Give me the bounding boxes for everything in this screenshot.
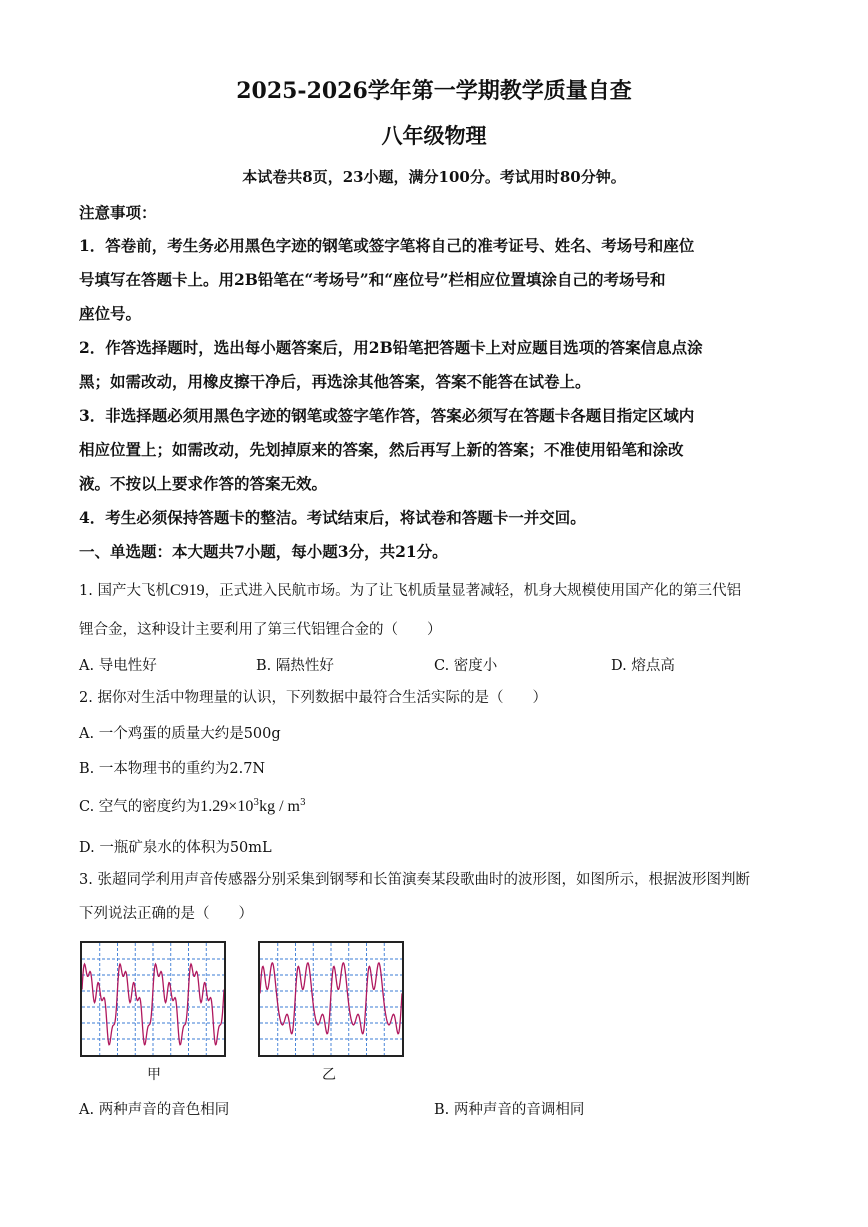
waveform-left-svg	[82, 943, 224, 1055]
exam-subtitle: 八年级物理	[381, 123, 487, 148]
q2-option-a: A. 一个鸡蛋的质量大约是500g	[79, 726, 281, 742]
exam-title: 2025-2026学年第一学期教学质量自查	[236, 78, 632, 104]
q3-option-a: A. 两种声音的音色相同	[79, 1102, 230, 1118]
q3-option-b: B. 两种声音的音调相同	[434, 1102, 585, 1118]
q2-option-c-unit-exp: 3	[299, 798, 306, 809]
q1-line-2: 锂合金，这种设计主要利用了第三代铝锂合金的（ ）	[79, 622, 442, 638]
note-1-line-1: 1．答卷前，考生务必用黑色字迹的钢笔或签字笔将自己的准考证号、姓名、考场号和座位	[79, 236, 695, 255]
q3-line-1: 3. 张超同学利用声音传感器分别采集到钢琴和长笛演奏某段歌曲时的波形图，如图所示，根据波形图判断	[79, 872, 750, 888]
note-1-line-2: 号填写在答题卡上。用2B铅笔在“考场号”和“座位号”栏相应位置填涂自己的考场号和	[79, 270, 666, 289]
waveform-flute-figure	[258, 941, 404, 1057]
notes-heading: 注意事项：	[79, 203, 157, 222]
q3-line-2: 下列说法正确的是（ ）	[79, 906, 253, 922]
figure-caption-left: 甲	[147, 1067, 161, 1083]
q1-prefix: 1. 国产大飞机	[79, 583, 170, 599]
note-3-line-2: 相应位置上；如需改动，先划掉原来的答案，然后再写上新的答案；不准使用铅笔和涂改	[79, 440, 684, 459]
q2-option-d: D. 一瓶矿泉水的体积为50mL	[79, 840, 272, 856]
section-1-heading: 一、单选题：本大题共7小题，每小题3分，共21分。	[79, 542, 448, 561]
q2-option-b: B. 一本物理书的重约为2.7N	[79, 761, 266, 777]
q1-line-1	[79, 581, 794, 601]
q2-option-c-exp: 3	[253, 798, 260, 809]
q1-model: C919	[169, 582, 205, 599]
q2-option-c-unit: kg / m	[259, 798, 300, 815]
q2-option-c-prefix: C. 空气的密度约为	[79, 799, 201, 815]
note-1-line-3: 座位号。	[79, 304, 142, 323]
q2-option-c-base: 1.29×10	[200, 798, 254, 815]
q2-stem: 2. 据你对生活中物理量的认识，下列数据中最符合生活实际的是（ ）	[79, 690, 547, 706]
note-2-line-1: 2．作答选择题时，选出每小题答案后，用2B铅笔把答题卡上对应题目选项的答案信息点涂	[79, 338, 703, 357]
waveform-right-svg	[260, 943, 402, 1055]
q2-option-c	[79, 795, 306, 816]
exam-info: 本试卷共8页，23小题，满分100分。考试用时80分钟。	[242, 168, 626, 186]
q1-option-a: A. 导电性好	[79, 658, 157, 674]
q1-option-d: D. 熔点高	[611, 658, 675, 674]
q1-option-b: B. 隔热性好	[256, 658, 334, 674]
note-3-line-3: 液。不按以上要求作答的答案无效。	[79, 474, 328, 493]
q1-option-c: C. 密度小	[434, 658, 498, 674]
q1-rest: ，正式进入民航市场。为了让飞机质量显著减轻，机身大规模使用国产化的第三代铝	[204, 583, 742, 599]
figure-caption-right: 乙	[322, 1067, 336, 1083]
note-3-line-1: 3．非选择题必须用黑色字迹的钢笔或签字笔作答，答案必须写在答题卡各题目指定区域内	[79, 406, 695, 425]
waveform-piano-figure	[80, 941, 226, 1057]
note-4-line-1: 4．考生必须保持答题卡的整洁。考试结束后，将试卷和答题卡一并交回。	[79, 508, 586, 527]
note-2-line-2: 黑；如需改动，用橡皮擦干净后，再选涂其他答案，答案不能答在试卷上。	[79, 372, 591, 391]
